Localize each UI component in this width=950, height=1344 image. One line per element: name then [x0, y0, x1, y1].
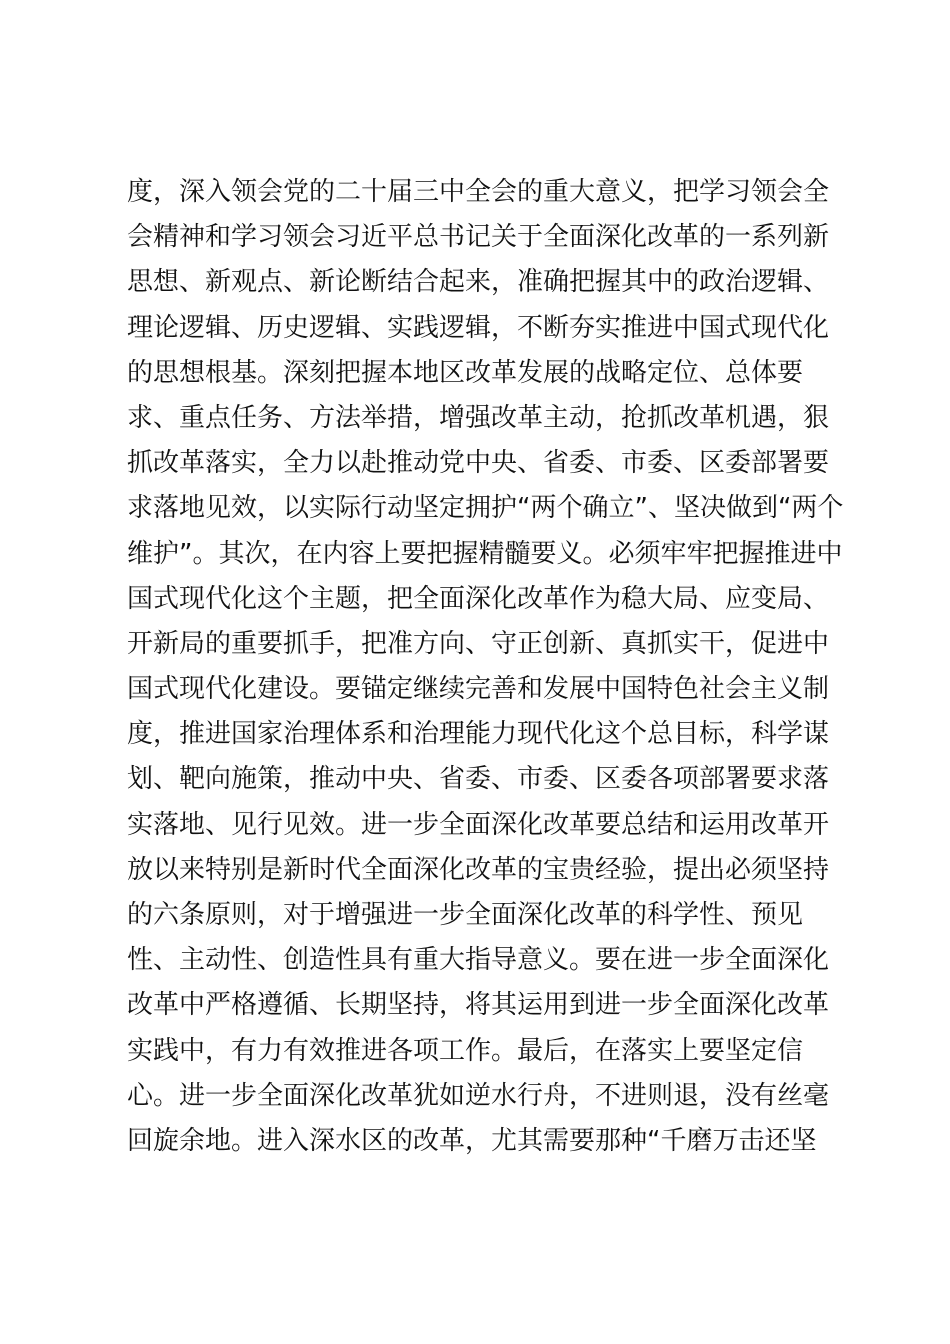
text-line: 回旋余地。进入深水区的改革，尤其需要那种“千磨万击还坚 [127, 1125, 817, 1156]
text-line: 度，推进国家治理体系和治理能力现代化这个总目标，科学谋 [127, 719, 830, 750]
text-line: 求、重点任务、方法举措，增强改革主动，抢抓改革机遇，狠 [127, 402, 830, 433]
text-line: 理论逻辑、历史逻辑、实践逻辑，不断夯实推进中国式现代化 [127, 312, 830, 343]
text-line: 的思想根基。深刻把握本地区改革发展的战略定位、总体要 [127, 357, 804, 388]
text-line: 放以来特别是新时代全面深化改革的宝贵经验，提出必须坚持 [127, 854, 830, 885]
text-line: 实落地、见行见效。进一步全面深化改革要总结和运用改革开 [127, 809, 830, 840]
text-line: 国式现代化建设。要锚定继续完善和发展中国特色社会主义制 [127, 674, 830, 705]
text-line: 国式现代化这个主题，把全面深化改革作为稳大局、应变局、 [127, 583, 830, 614]
text-line: 抓改革落实，全力以赴推动党中央、省委、市委、区委部署要 [127, 448, 830, 479]
text-line: 改革中严格遵循、长期坚持，将其运用到进一步全面深化改革 [127, 990, 830, 1021]
text-line: 心。进一步全面深化改革犹如逆水行舟，不进则退，没有丝毫 [127, 1080, 830, 1111]
text-line: 维护”。其次，在内容上要把握精髓要义。必须牢牢把握推进中 [127, 538, 843, 569]
text-line: 会精神和学习领会习近平总书记关于全面深化改革的一系列新 [127, 222, 830, 253]
text-line: 度，深入领会党的二十届三中全会的重大意义，把学习领会全 [127, 177, 830, 207]
text-line: 性、主动性、创造性具有重大指导意义。要在进一步全面深化 [127, 945, 830, 976]
text-line: 求落地见效，以实际行动坚定拥护“两个确立”、坚决做到“两个 [127, 493, 844, 524]
text-line: 思想、新观点、新论断结合起来，准确把握其中的政治逻辑、 [127, 267, 830, 298]
body-text [127, 170, 847, 1164]
text-line: 开新局的重要抓手，把准方向、守正创新、真抓实干，促进中 [127, 628, 830, 659]
text-line: 的六条原则，对于增强进一步全面深化改革的科学性、预见 [127, 900, 804, 930]
text-line: 实践中，有力有效推进各项工作。最后，在落实上要坚定信 [127, 1035, 804, 1066]
text-line: 划、靶向施策，推动中央、省委、市委、区委各项部署要求落 [127, 764, 830, 795]
